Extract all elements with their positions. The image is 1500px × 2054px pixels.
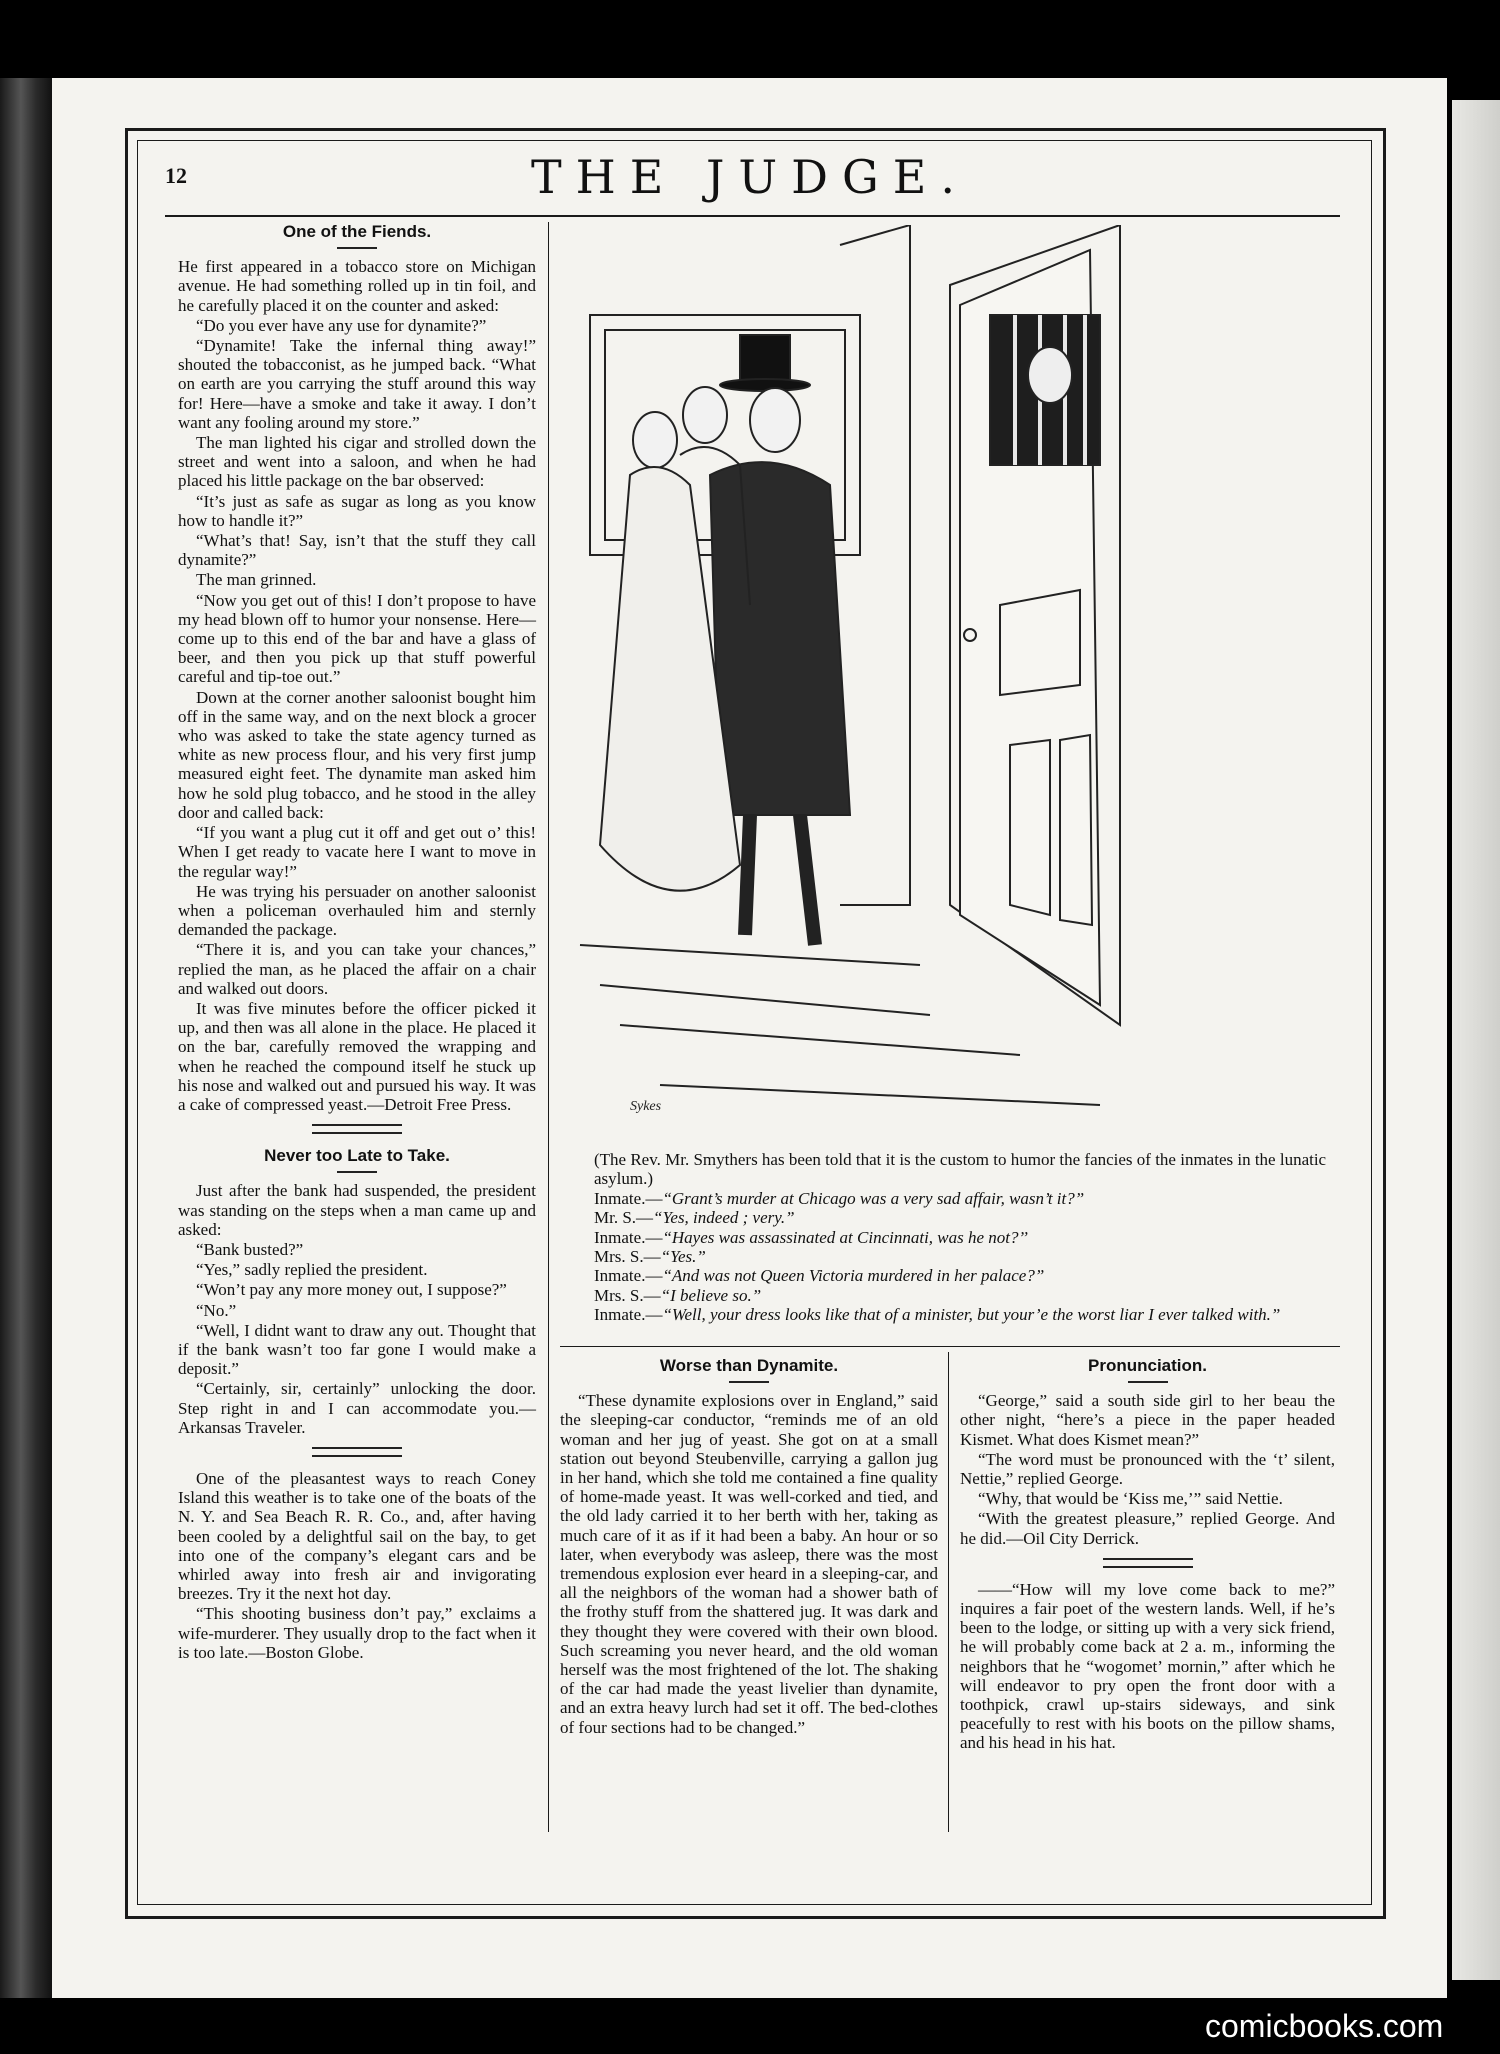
paragraph: “Why, that would be ‘Kiss me,’” said Nettie. (978, 1489, 1283, 1509)
caption-line: Mrs. S.—“I believe so.” (594, 1285, 762, 1305)
paragraph: “Do you ever have any use for dynamite?” (196, 315, 487, 335)
paragraph: “This shooting business don’t pay,” exclaims a wife-murderer. They usually drop to the fact when it is too late.—Boston Globe. (178, 1604, 536, 1662)
paragraph: “The word must be pronounced with the ‘t’ silent, Nettie,” replied George. (960, 1449, 1335, 1489)
paragraph: Down at the corner another saloonist bought him off in the same way, and on the next block a grocer who was asked to take the state agency turned as white as new process flour, and his very first jump measured eight feet. The dynamite man asked him how he sold plug tobacco, and he stood in the alley door and called back: (178, 687, 536, 822)
paragraph: “George,” said a south side girl to her beau the other night, “here’s a piece in the paper headed Kismet. What does Kismet mean?” (960, 1391, 1335, 1449)
next-page-edge (1452, 100, 1500, 1980)
paragraph: “These dynamite explosions over in England,” said the sleeping-car conductor, “reminds me of an old woman and her jug of yeast. She got on at a small station out beyond Steubenville, carrying a gallon jug in her hand, which she told me contained a fine quality of home-made yeast. It was well-corked and tied, and the old lady carried it to her berth with her, taking as much care of it as if it had been a baby. An hour or so later, when everybody was asleep, there was the most tremendous explosion ever heard in a sleeping-car, and all the neighbors of the woman had a shower bath of the frothy stuff from the shattered jug. It was dark and they thought they were covered with their own blood. Such screaming you never heard, and the old woman herself was the most frightened of the lot. The shaking of the car had made the yeast livelier than dynamite, and an extra heavy lurch had set it off. The bed-clothes of four sections had to be changed.” (560, 1391, 938, 1737)
paragraph: It was five minutes before the officer picked it up, and then was all alone in the place. He placed it on the bar, carefully removed the wrapping and when he reached the compound itself he stuck up his nose and walked out and pursued his way. It was a cake of compressed yeast.—Detroit Free Press. (178, 998, 536, 1114)
paragraph: “There it is, and you can take your chances,” replied the man, as he placed the affair on a chair and walked out doors. (178, 940, 536, 998)
section-ornament (1103, 1558, 1193, 1568)
paragraph: “What’s that! Say, isn’t that the stuff they call dynamite?” (178, 531, 536, 570)
paragraph: “Certainly, sir, certainly” unlocking the door. Step right in and I can accommodate you.—Arkansas Traveler. (178, 1379, 536, 1437)
caption-line: Inmate.—“Hayes was assassinated at Cincinnati, was he not?’’ (594, 1227, 1028, 1247)
paragraph: “Well, I didnt want to draw any out. Thought that if the bank wasn’t too far gone I would make a deposit.” (178, 1320, 536, 1379)
caption-bottom-rule (560, 1346, 1340, 1347)
middle-column (560, 1352, 938, 1738)
heading-one-of-the-fiends: One of the Fiends. (282, 222, 432, 241)
watermark: comicbooks.com (1205, 2008, 1444, 2044)
paragraph: “No.” (196, 1300, 237, 1320)
paragraph: “Now you get out of this! I don’t propose to have my head blown off to humor your nonsense. Here—come up to this end of the bar and have a glass of beer, and then you pick up that stuff powerful careful and tip-toe out.” (178, 590, 536, 687)
paragraph: He first appeared in a tobacco store on Michigan avenue. He had something rolled up in tin foil, and he carefully placed it on the counter and asked: (178, 257, 536, 315)
paragraph: “Yes,” sadly replied the president. (196, 1260, 428, 1280)
section-ornament (312, 1124, 402, 1134)
caption-intro: (The Rev. Mr. Smythers has been told that it is the custom to humor the fancies of the inmates in the lunatic asylum.) (594, 1150, 1327, 1189)
heading-underline (337, 247, 377, 249)
heading-worse-than-dynamite: Worse than Dynamite. (659, 1356, 839, 1375)
column-divider-1 (548, 222, 549, 1832)
paragraph: One of the pleasantest ways to reach Coney Island this weather is to take one of the boats of the N. Y. and Sea Beach R. R. Co., and, after having been cooled by a delightful sail on the bay, to get into one of the company’s elegant cars and be whirled away into fresh air and invigorating breezes. Try it the next hot day. (178, 1468, 536, 1604)
heading-never-too-late: Never too Late to Take. (264, 1146, 450, 1166)
caption-line: Mrs. S.—“Yes.” (594, 1247, 706, 1267)
book-binding (0, 78, 52, 1998)
column-divider-2 (948, 1352, 949, 1832)
caption-line: Inmate.—“Grant’s murder at Chicago was a very sad affair, wasn’t it?” (594, 1188, 1085, 1208)
paragraph: “With the greatest pleasure,” replied George. And he did.—Oil City Derrick. (960, 1509, 1335, 1548)
heading-underline (1128, 1381, 1168, 1383)
paragraph: “Dynamite! Take the infernal thing away!” shouted the tobacconist, as he jumped back. “What on earth are you carrying the stuff around this way for! Here—have a smoke and take it away. I don’t want any fooling around my store.” (178, 336, 536, 432)
paragraph: “Won’t pay any more money out, I suppose?” (196, 1280, 507, 1300)
page-number: 12 (165, 163, 187, 188)
paragraph: “Bank busted?” (196, 1239, 304, 1259)
paragraph: The man grinned. (196, 570, 317, 590)
caption-line: Inmate.—“Well, your dress looks like that of a minister, but your’e the worst liar I ever talked with.” (594, 1305, 1281, 1325)
caption-line: Inmate.—“And was not Queen Victoria murdered in her palace?” (594, 1266, 1045, 1286)
heading-pronunciation: Pronunciation. (1088, 1356, 1207, 1375)
illustration-caption (560, 1150, 1340, 1325)
paragraph: He was trying his persuader on another saloonist when a policeman overhauled him and sternly demanded the package. (178, 881, 536, 940)
heading-underline (337, 1171, 377, 1173)
masthead-title: THE JUDGE. (530, 150, 970, 204)
paragraph: “It’s just as safe as sugar as long as you know how to handle it?” (178, 491, 536, 530)
right-column (960, 1352, 1335, 1754)
masthead-rule (165, 215, 1340, 217)
heading-underline (729, 1381, 769, 1383)
cartoon-illustration (560, 225, 1340, 1145)
paragraph: “If you want a plug cut it off and get out o’ this! When I get ready to vacate here I want to move in the regular way!” (178, 823, 536, 881)
artist-signature: Sykes (630, 1099, 662, 1114)
paragraph: ——“How will my love come back to me?” inquires a fair poet of the western lands. Well, if he’s been to the lodge, or sitting up with a very sick friend, he will probably come back at 2 a. m., informing the neighbors that he “wogomet’ mornin,” after which he will endeavor to pry open the front door with a toothpick, crawl up-stairs sideways, and sink peacefully to rest with his boots on the pillow shams, and his head in his hat. (960, 1579, 1335, 1753)
caption-line: Mr. S.—“Yes, indeed ; very.” (594, 1208, 795, 1228)
left-column (178, 218, 536, 1663)
section-ornament (312, 1447, 402, 1457)
paragraph: Just after the bank had suspended, the president was standing on the steps when a man came up and asked: (178, 1181, 536, 1239)
paragraph: The man lighted his cigar and strolled down the street and went into a saloon, and when he had placed his little package on the bar observed: (178, 433, 536, 491)
